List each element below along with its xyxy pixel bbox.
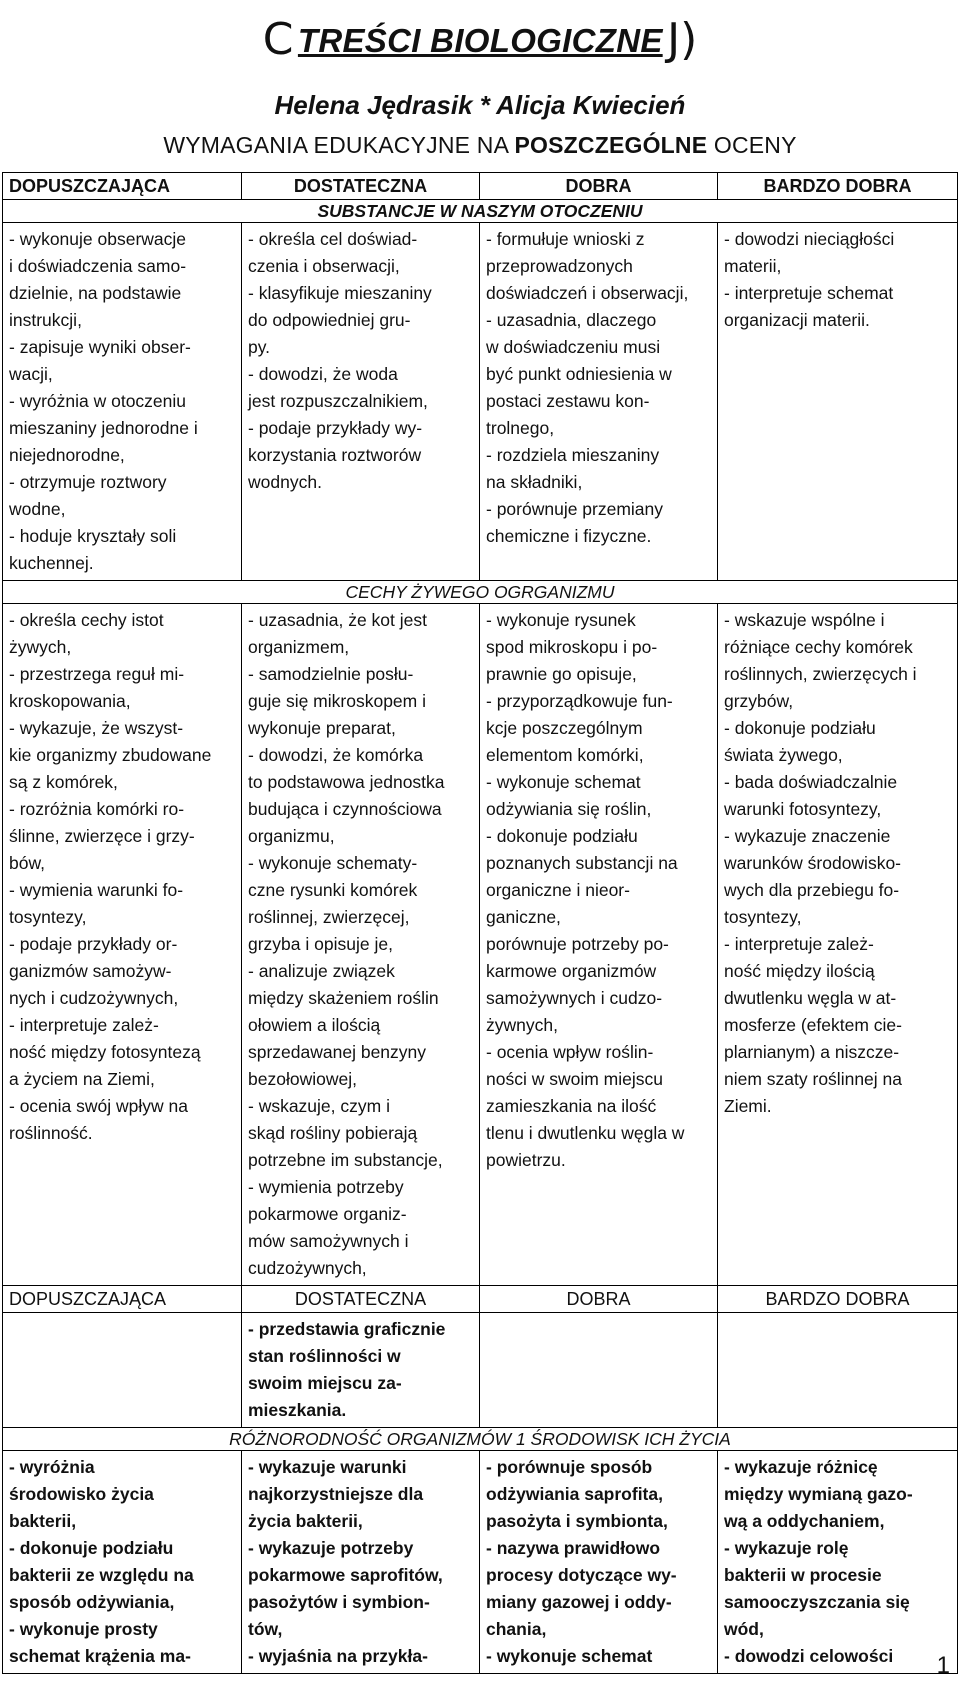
cell-line: - klasyfikuje mieszaniny: [248, 283, 432, 303]
cell-line: - wykonuje schematy-: [248, 853, 418, 873]
column-header: DOBRA: [480, 173, 718, 200]
cell-line: tów,: [248, 1619, 283, 1639]
cell-line: różniące cechy komórek: [724, 637, 913, 657]
cell-line: mieszaniny jednorodne i: [9, 418, 198, 438]
cell-line: trolnego,: [486, 418, 555, 438]
cell-line: życia bakterii,: [248, 1511, 363, 1531]
cell-line: odżywiania saprofita,: [486, 1484, 663, 1504]
cell-line: py.: [248, 337, 271, 357]
cell-line: - ocenia swój wpływ na: [9, 1096, 188, 1116]
column-header: DOSTATECZNA: [242, 1286, 480, 1313]
cell-line: bakterii,: [9, 1511, 77, 1531]
cell-line: - hoduje kryształy soli: [9, 526, 177, 546]
cell-line: ołowiem a ilością: [248, 1015, 381, 1035]
cell-line: - porównuje przemiany: [486, 499, 664, 519]
cell-line: stan roślinności w: [248, 1346, 401, 1366]
cell-line: jest rozpuszczalnikiem,: [248, 391, 428, 411]
cell-line: - dowodzi, że woda: [248, 364, 398, 384]
cell-line: - wymienia warunki fo-: [9, 880, 184, 900]
cell-line: - wskazuje wspólne i: [724, 610, 885, 630]
cell-line: zamieszkania na ilość: [486, 1096, 657, 1116]
cell-line: - interpretuje zależ-: [724, 934, 874, 954]
cell-line: ganiczne,: [486, 907, 561, 927]
cell-line: tosyntezy,: [9, 907, 87, 927]
cell-line: bów,: [9, 853, 45, 873]
empty-cell: [480, 1313, 718, 1428]
subtitle-part-1: WYMAGANIA EDUKACYJNE NA: [163, 132, 515, 158]
cell-line: mosferze (efektem cie-: [724, 1015, 902, 1035]
cell-line: - ocenia wpływ roślin-: [486, 1042, 654, 1062]
cell-line: roślinność.: [9, 1123, 93, 1143]
cell-line: - podaje przykłady wy-: [248, 418, 423, 438]
cell-line: - rozdziela mieszaniny: [486, 445, 660, 465]
cell-line: - uzasadnia, dlaczego: [486, 310, 657, 330]
cell-line: - formułuje wnioski z: [486, 229, 645, 249]
subtitle: [0, 132, 960, 159]
cell-line: warunków środowisko-: [724, 853, 902, 873]
cell-dobra: [480, 1451, 718, 1674]
cell-line: powietrzu.: [486, 1150, 566, 1170]
cell-dobra: [480, 223, 718, 581]
cell-line: potrzebne im substancje,: [248, 1150, 443, 1170]
cell-line: - podaje przykłady or-: [9, 934, 178, 954]
cell-line: Ziemi.: [724, 1096, 772, 1116]
cell-line: ności w swoim miejscu: [486, 1069, 663, 1089]
cell-line: postaci zestawu kon-: [486, 391, 650, 411]
section-row: [3, 200, 958, 223]
cell-line: pokarmowe organiz-: [248, 1204, 407, 1224]
cell-line: porównuje potrzeby po-: [486, 934, 669, 954]
cell-line: żywnych,: [486, 1015, 558, 1035]
cell-dopuszczajaca: [3, 1451, 242, 1674]
cell-line: grzybów,: [724, 691, 794, 711]
cell-line: i doświadczenia samo-: [9, 256, 187, 276]
column-header: DOSTATECZNA: [242, 173, 480, 200]
cell-line: materii,: [724, 256, 782, 276]
cell-line: a życiem na Ziemi,: [9, 1069, 155, 1089]
cell-line: w doświadczeniu musi: [486, 337, 661, 357]
cell-line: to podstawowa jednostka: [248, 772, 445, 792]
cell-line: - interpretuje schemat: [724, 283, 894, 303]
cell-line: - zapisuje wyniki obser-: [9, 337, 191, 357]
cell-line: - dokonuje podziału: [724, 718, 876, 738]
cell-line: organizmem,: [248, 637, 350, 657]
cell-line: bakterii w procesie: [724, 1565, 882, 1585]
cell-line: chania,: [486, 1619, 547, 1639]
cell-line: - przestrzega reguł mi-: [9, 664, 185, 684]
cell-line: - wykonuje rysunek: [486, 610, 636, 630]
cell-dopuszczajaca: [3, 604, 242, 1286]
cell-line: pasożytów i symbion-: [248, 1592, 430, 1612]
cell-line: między skażeniem roślin: [248, 988, 439, 1008]
cell-line: cudzożywnych,: [248, 1258, 367, 1278]
page-number: 1: [936, 1652, 950, 1679]
cell-line: sprzedawanej benzyny: [248, 1042, 427, 1062]
cell-line: nych i cudzożywnych,: [9, 988, 179, 1008]
cell-line: niejednorodne,: [9, 445, 125, 465]
cell-line: pasożyta i symbionta,: [486, 1511, 668, 1531]
title-right-mark: J): [667, 14, 698, 65]
cell-line: czenia i obserwacji,: [248, 256, 400, 276]
cell-line: - dowodzi celowości: [724, 1646, 894, 1666]
column-header: BARDZO DOBRA: [718, 1286, 958, 1313]
cell-bardzo-dobra: [718, 223, 958, 581]
cell-line: procesy dotyczące wy-: [486, 1565, 677, 1585]
requirements-table: [2, 172, 958, 1674]
cell-line: są z komórek,: [9, 772, 118, 792]
cell-line: roślinnych, zwierzęcych i: [724, 664, 917, 684]
cell-line: samooczyszczania się: [724, 1592, 910, 1612]
cell-line: - wykazuje rolę: [724, 1538, 849, 1558]
cell-line: odżywiania się roślin,: [486, 799, 652, 819]
cell-line: świata żywego,: [724, 745, 843, 765]
cell-line: kie organizmy zbudowane: [9, 745, 212, 765]
section-title: RÓŻNORODNOŚĆ ORGANIZMÓW 1 ŚRODOWISK ICH ŻYCIA: [3, 1428, 958, 1451]
cell-line: dzielnie, na podstawie: [9, 283, 182, 303]
cell-line: - interpretuje zależ-: [9, 1015, 159, 1035]
cell-line: kcje poszczególnym: [486, 718, 643, 738]
cell-line: - wykazuje warunki: [248, 1457, 407, 1477]
cell-line: - wykazuje znaczenie: [724, 826, 891, 846]
cell-line: mieszkania.: [248, 1400, 347, 1420]
cell-line: - analizuje związek: [248, 961, 395, 981]
cell-line: - dokonuje podziału: [486, 826, 638, 846]
cell-bardzo-dobra: [718, 604, 958, 1286]
cell-line: chemiczne i fizyczne.: [486, 526, 652, 546]
cell-line: - wykonuje obserwacje: [9, 229, 187, 249]
header-row: [3, 173, 958, 200]
cell-line: - uzasadnia, że kot jest: [248, 610, 427, 630]
section-row: [3, 581, 958, 604]
cell-line: korzystania roztworów: [248, 445, 422, 465]
cell-line: żywych,: [9, 637, 72, 657]
cell-line: wych dla przebiegu fo-: [724, 880, 900, 900]
column-header: DOPUSZCZAJĄCA: [3, 173, 242, 200]
cell-line: karmowe organizmów: [486, 961, 657, 981]
cell-line: prawnie go opisuje,: [486, 664, 637, 684]
cell-line: poznanych substancji na: [486, 853, 678, 873]
cell-line: kuchennej.: [9, 553, 94, 573]
section-title: SUBSTANCJE W NASZYM OTOCZENIU: [3, 200, 958, 223]
document-title: TREŚCI BIOLOGICZNE: [297, 22, 663, 59]
cell-line: wykonuje preparat,: [248, 718, 396, 738]
cell-line: przeprowadzonych: [486, 256, 633, 276]
cell-line: - wykonuje schemat: [486, 1646, 653, 1666]
cell-line: sposób odżywiania,: [9, 1592, 175, 1612]
cell-line: bezołowiowej,: [248, 1069, 357, 1089]
cell-line: skąd rośliny pobierają: [248, 1123, 418, 1143]
subtitle-part-2: POSZCZEGÓLNE: [514, 132, 708, 158]
cell-dopuszczajaca: [3, 223, 242, 581]
cell-line: wacji,: [9, 364, 53, 384]
cell-line: tlenu i dwutlenku węgla w: [486, 1123, 685, 1143]
cell-line: bakterii ze względu na: [9, 1565, 194, 1585]
cell-dostateczna: [242, 223, 480, 581]
cell-line: - rozróżnia komórki ro-: [9, 799, 185, 819]
table-row: [3, 1313, 958, 1428]
title-left-mark: C: [262, 14, 294, 65]
column-header: DOPUSZCZAJĄCA: [3, 1286, 242, 1313]
cell-line: wodne,: [9, 499, 66, 519]
cell-line: - porównuje sposób: [486, 1457, 653, 1477]
cell-line: - wskazuje, czym i: [248, 1096, 390, 1116]
cell-line: środowisko życia: [9, 1484, 154, 1504]
column-header: DOBRA: [480, 1286, 718, 1313]
cell-line: - bada doświadczalnie: [724, 772, 898, 792]
authors: Helena Jędrasik * Alicja Kwiecień: [274, 90, 686, 120]
table-row: [3, 223, 958, 581]
cell-line: schemat krążenia ma-: [9, 1646, 191, 1666]
cell-line: grzyba i opisuje je,: [248, 934, 393, 954]
cell-line: - samodzielnie posłu-: [248, 664, 414, 684]
cell-line: - określa cechy istot: [9, 610, 164, 630]
cell-line: samożywnych i cudzo-: [486, 988, 663, 1008]
section-row: [3, 1428, 958, 1451]
cell-line: dwutlenku węgla w at-: [724, 988, 897, 1008]
empty-cell: [718, 1313, 958, 1428]
cell-line: organizacji materii.: [724, 310, 870, 330]
cell-bardzo-dobra: [718, 1451, 958, 1674]
cell-line: miany gazowej i oddy-: [486, 1592, 672, 1612]
cell-line: elementom komórki,: [486, 745, 644, 765]
cell-line: - dokonuje podziału: [9, 1538, 174, 1558]
table-row: [3, 604, 958, 1286]
cell-line: - wymienia potrzeby: [248, 1177, 404, 1197]
cell-line: - wykazuje różnicę: [724, 1457, 878, 1477]
cell-line: - przyporządkowuje fun-: [486, 691, 673, 711]
cell-line: - przedstawia graficznie: [248, 1319, 446, 1339]
cell-line: - wykonuje schemat: [486, 772, 641, 792]
cell-line: organizmu,: [248, 826, 335, 846]
cell-line: - wykazuje potrzeby: [248, 1538, 414, 1558]
cell-line: być punkt odniesienia w: [486, 364, 672, 384]
cell-line: tosyntezy,: [724, 907, 802, 927]
cell-line: - dowodzi nieciągłości: [724, 229, 895, 249]
cell-line: doświadczeń i obserwacji,: [486, 283, 689, 303]
cell-dostateczna: [242, 1451, 480, 1674]
cell-line: organiczne i nieor-: [486, 880, 630, 900]
cell-line: - otrzymuje roztwory: [9, 472, 167, 492]
cell-line: mów samożywnych i: [248, 1231, 409, 1251]
cell-line: pokarmowe saprofitów,: [248, 1565, 443, 1585]
cell-line: wą a oddychaniem,: [724, 1511, 885, 1531]
cell-line: roślinnej, zwierzęcej,: [248, 907, 410, 927]
cell-dostateczna: [242, 604, 480, 1286]
cell-line: - wyróżnia w otoczeniu: [9, 391, 187, 411]
cell-line: - wykazuje, że wszyst-: [9, 718, 184, 738]
subtitle-part-3: OCENY: [707, 132, 797, 158]
cell-line: plarnianym) a niszcze-: [724, 1042, 900, 1062]
cell-line: - nazywa prawidłowo: [486, 1538, 661, 1558]
cell-line: kroskopowania,: [9, 691, 131, 711]
cell-line: - wykonuje prosty: [9, 1619, 158, 1639]
cell-line: instrukcji,: [9, 310, 82, 330]
cell-line: warunki fotosyntezy,: [724, 799, 882, 819]
cell-line: wodnych.: [248, 472, 322, 492]
section-title: CECHY ŻYWEGO OGRGANIZMU: [3, 581, 958, 604]
empty-cell: [3, 1313, 242, 1428]
cell-line: niem szaty roślinnej na: [724, 1069, 902, 1089]
cell-line: na składniki,: [486, 472, 583, 492]
title-area: [0, 14, 960, 65]
cell-line: - wyróżnia: [9, 1457, 95, 1477]
cell-dobra: [480, 604, 718, 1286]
cell-line: ślinne, zwierzęce i grzy-: [9, 826, 195, 846]
table-row: [3, 1451, 958, 1674]
cell-line: ność między ilością: [724, 961, 875, 981]
cell-line: - wyjaśnia na przykła-: [248, 1646, 428, 1666]
header-row: [3, 1286, 958, 1313]
cell-line: swoim miejscu za-: [248, 1373, 402, 1393]
cell-line: - określa cel doświad-: [248, 229, 418, 249]
cell-line: najkorzystniejsze dla: [248, 1484, 424, 1504]
cell-line: wód,: [724, 1619, 764, 1639]
cell-line: - dowodzi, że komórka: [248, 745, 424, 765]
cell-line: ność między fotosyntezą: [9, 1042, 201, 1062]
cell-dostateczna: [242, 1313, 480, 1428]
cell-line: guje się mikroskopem i: [248, 691, 426, 711]
cell-line: budująca i czynnościowa: [248, 799, 442, 819]
cell-line: czne rysunki komórek: [248, 880, 418, 900]
cell-line: między wymianą gazo-: [724, 1484, 913, 1504]
cell-line: spod mikroskopu i po-: [486, 637, 658, 657]
cell-line: do odpowiedniej gru-: [248, 310, 411, 330]
cell-line: ganizmów samożyw-: [9, 961, 172, 981]
column-header: BARDZO DOBRA: [718, 173, 958, 200]
